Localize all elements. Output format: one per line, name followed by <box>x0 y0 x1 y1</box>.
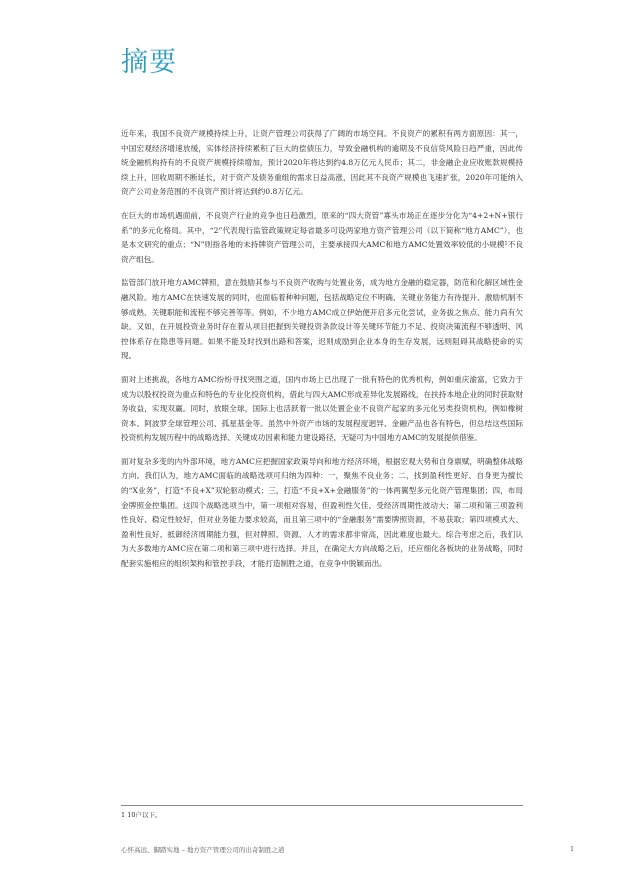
page-number: 1 <box>570 845 575 853</box>
paragraph: 在巨大的市场机遇面前，不良资产行业的竞争也日趋激烈，原来的“四大资管”寡头市场正在逐步分化为“4+2+N+银行系”的多元化格局。其中，“2”代表现行监管政策规定每省最多可设两家地方资产管理公司（以下简称“地方AMC”），也是本文研究的重点；“N”则指各地的未持牌资产管理公司，主要承接四大AMC和地方AMC处置效率较低的小规模¹不良资产组包。 <box>121 210 523 264</box>
running-footer-title: 心怀高远、脚踏实地 – 地方资产管理公司的出奇制胜之道 <box>121 846 285 854</box>
footnote-divider <box>121 805 523 806</box>
paragraph: 面对上述挑战，各地方AMC纷纷寻找突围之道，国内市场上已出现了一批有特色的优秀机构，例如重庆渝富，它致力于成为以股权投资为重点和特色的专业化投资机构，借此与四大AMC形成差异化发展路线，在扶持本地企业的同时获取财务收益，实现双赢。同时，放眼全球，国际上也活跃着一批以处置企业不良资产起家的多元化另类投资机构，例如橡树资本、阿波罗全球管理公司、孤星基金等。虽然中外资产市场的发展程度迥异、金融产品也各有特色，但总结这些国际投资机构发展历程中的战略选择、关键成功因素和能力建设路径，无疑可为中国地方AMC的发展提供借鉴。 <box>121 374 523 443</box>
summary-body <box>121 127 523 581</box>
paragraph: 监管部门放开地方AMC牌照，意在鼓励其参与不良资产收购与处置业务，成为地方金融的稳定器，防范和化解区域性金融风险。地方AMC在快速发展的同时，也面临着种种问题，包括战略定位不明确、关键业务能力有待提升、激励机制不够成熟、关键职能和流程不够完善等等。例如，不少地方AMC成立伊始便开启多元化尝试，业务拔之焦点、能力尚有欠缺。又如，在开展投资业务时存在着从项目把握到关键投资条款设计等关键环节能力不足、投资决策流程不够透明、风控体系存在隐患等问题。如果不能及时找到出路和答案，迟则成励到企业本身的生存发展，远则阻碍其战略使命的实现。 <box>121 278 523 361</box>
paragraph: 面对复杂多变的内外部环境，地方AMC应把握国家政策导向和地方经济环境，根据宏观大势和自身禀赋，明确整体战略方向。我们认为，地方AMC面临的战略选项可归纳为四种：一，聚焦不良业务；二，找到盈利性更好、自身更为擅长的“X业务”，打造“不良+X”双轮驱动模式；三，打造“不良+X+金融服务”的一体两翼型多元化资产管理集团；四，布局金牌照金控集团。这四个战略选项当中，第一项相对容易，但盈利性欠佳、受经济周期性波动大；第二项和第三项盈利性良好、稳定性较好，但对业务能力要求较高，而且第三项中的“金融服务”需要牌照资源，不易获取；第四项模式大、盈利性良好、抵御经济周期能力强，但对牌照、资源、人才的需求都非常高，因此难度也最大。综合考虑之后，我们认为大多数地方AMC应在第二项和第三项中进行选择。并且，在确定大方向战略之后，还应细化各板块的业务战略，同时配套实施相应的组织架构和管控手段，才能打造制胜之道，在竞争中脱颖而出。 <box>121 456 523 569</box>
page-title: 摘要 <box>121 47 177 78</box>
paragraph: 近年来，我国不良资产规模持续上升，让资产管理公司获得了广阔的市场空间。不良资产的累积有两方面原因：其一，中国宏观经济增速放缓，实体经济持续累积了巨大的偿债压力，导致金融机构的逾期及不良信贷风险日趋严重，因此传统金融机构持有的不良资产规模持续增加，预计2020年将达到约4.8万亿元人民币；其二，非金融企业应收账款规模持续上升，回收周期不断延长，对于资产及债务重组的需求日益高涨，因此其不良资产规模也飞速扩张，2020年可能纳入资产公司业务范围的不良资产预计将达到约0.8万亿元。 <box>121 129 523 197</box>
footnote: 1 10户以下。 <box>121 811 162 819</box>
